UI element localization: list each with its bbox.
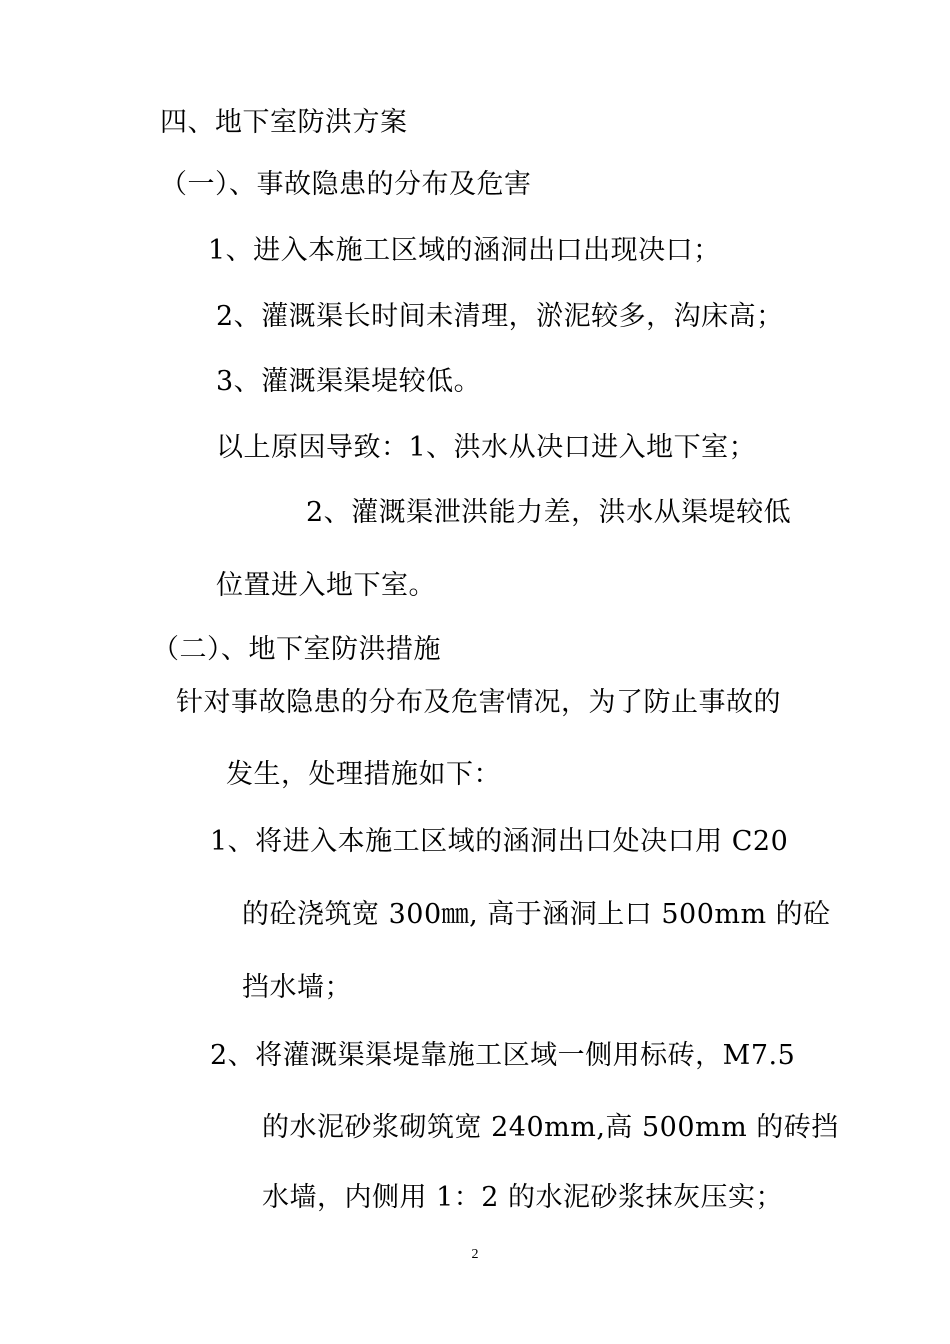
measure-item-1-cont-1: 的砼浇筑宽 300㎜, 高于涵洞上口 500mm 的砼 (242, 899, 831, 930)
hazard-item-1: 1、进入本施工区域的涵洞出口出现决口； (208, 235, 721, 266)
section-heading: 四、地下室防洪方案 (160, 107, 408, 138)
hazard-item-2: 2、灌溉渠长时间未清理，淤泥较多，沟床高； (216, 301, 784, 332)
measures-intro-cont: 发生，处理措施如下： (226, 759, 501, 790)
hazard-item-3: 3、灌溉渠渠堤较低。 (216, 366, 482, 397)
measure-item-2-cont-2: 水墙，内侧用 1：2 的水泥砂浆抹灰压实； (262, 1182, 784, 1213)
subsection-heading-2: （二）、地下室防洪措施 (152, 634, 441, 665)
cause-line-2: 2、灌溉渠泄洪能力差，洪水从渠堤较低 (306, 497, 792, 528)
measure-item-1: 1、将进入本施工区域的涵洞出口处决口用 C20 (210, 826, 789, 857)
measures-intro: 针对事故隐患的分布及危害情况，为了防止事故的 (176, 687, 781, 718)
measure-item-1-cont-2: 挡水墙； (242, 972, 352, 1003)
cause-line-2-cont: 位置进入地下室。 (216, 570, 436, 601)
cause-line-1: 以上原因导致：1、洪水从决口进入地下室； (216, 432, 757, 463)
measure-item-2: 2、将灌溉渠渠堤靠施工区域一侧用标砖，M7.5 (210, 1040, 796, 1071)
measure-item-2-cont-1: 的水泥砂浆砌筑宽 240mm,高 500mm 的砖挡 (262, 1112, 839, 1143)
page-number: 2 (471, 1247, 479, 1262)
subsection-heading-1: （一）、事故隐患的分布及危害 (160, 169, 532, 200)
